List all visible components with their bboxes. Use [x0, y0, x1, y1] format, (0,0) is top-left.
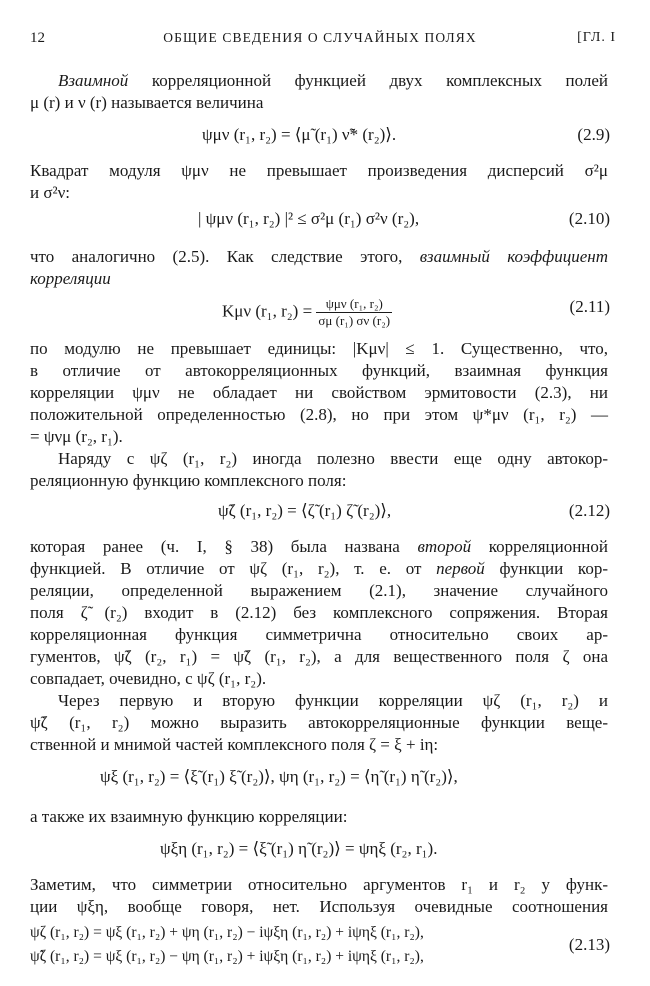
equation-number: (2.9) [577, 125, 610, 144]
equation-number: (2.13) [568, 935, 610, 954]
text-line: Квадрат модуля ψμν не превышает произведения дисперсий σ²μ [30, 161, 608, 180]
emphasis: первой [436, 559, 485, 578]
text-line: и σ²ν: [30, 183, 71, 202]
text-line: реляционную функцию комплексного поля: [30, 471, 347, 490]
emphasis: второй [417, 537, 472, 556]
text-line: = ψνμ (r₂, r₁). [30, 427, 123, 446]
text-line: совпадает, очевидно, с ψζ (r₁, r₂). [30, 669, 267, 688]
text-line: положительной определенностью (2.8), но при этом ψ*μν (r₁, r₂) — [30, 405, 608, 424]
text-line: ψ̃ζ (r₁, r₂) можно выразить автокорреляционные функции веще- [30, 713, 608, 732]
text-line: а также их взаимную функцию корреляции: [30, 807, 348, 826]
text-line: Заметим, что симметрии относительно аргументов r₁ и r₂ у функ- [30, 875, 608, 894]
text-line: что аналогично (2.5). Как следствие этого, взаимный коэффициент [30, 247, 608, 266]
equation: ψ̃ζ (r₁, r₂) = ψξ (r₁, r₂) − ψη (r₁, r₂) + iψξη (r₁, r₂) + iψηξ (r₁, r₂), [30, 948, 424, 965]
equation: ψμν (r₁, r₂) = ⟨μ̃ (r₁) ν̃* (r₂)⟩. [202, 125, 397, 144]
text-line: в отличие от автокорреляционных функций, взаимная функция [30, 361, 608, 380]
text-line: μ (r) и ν (r) называется величина [30, 93, 264, 112]
text-line: ственной и мнимой частей комплексного поля ζ = ξ + iη: [30, 735, 439, 754]
text-line: гументов, ψ̃ζ (r₂, r₁) = ψ̃ζ (r₁, r₂), а для вещественного поля ζ она [30, 647, 608, 666]
equation-number: (2.12) [568, 501, 610, 520]
running-title: ОБЩИЕ СВЕДЕНИЯ О СЛУЧАЙНЫХ ПОЛЯХ [163, 30, 477, 45]
fraction: $\frac{\text{ψμν (r₁, r₂)}}{\text{σμ (r₁) σν (r₂)}}$ [318, 296, 391, 328]
text-line: по модулю не превышает единицы: |Kμν| ≤ 1. Существенно, что, [30, 339, 608, 358]
equation: ψξη (r₁, r₂) = ⟨ξ̃ (r₁) η̃ (r₂)⟩ = ψηξ (r₂, r₁). [160, 839, 438, 858]
emphasis: взаимный коэффициент [419, 247, 608, 266]
chapter-marker: [ГЛ. I [577, 30, 616, 45]
equation: Kμν (r₁, r₂) = $\frac{\text{ψμν (r₁, r₂)}}{\text{σμ (r₁) σν (r₂)}}$ [222, 296, 391, 328]
page-number: 12 [30, 30, 45, 46]
text-line: корреляционная функция симметрична относительно своих ар- [30, 625, 608, 644]
emphasis: Взаимной [58, 71, 129, 90]
text-line: функцией. В отличие от ψζ (r₁, r₂), т. е. от первой функции кор- [30, 559, 608, 578]
equation-number: (2.11) [569, 297, 610, 316]
text-line: корреляции ψμν не обладает ни свойством эрмитовости (2.3), ни [30, 383, 608, 402]
text-line: Взаимной корреляционной функцией двух комплексных полей [58, 71, 608, 90]
text-line: реляции, определенной выражением (2.1), значение случайного [30, 581, 608, 600]
text-line: Через первую и вторую функции корреляции ψζ (r₁, r₂) и [58, 691, 608, 710]
equation: ψξ (r₁, r₂) = ⟨ξ̃ (r₁) ξ̃ (r₂)⟩, ψη (r₁, r₂) = ⟨η̃ (r₁) η̃ (r₂)⟩, [100, 767, 458, 786]
text-line: которая ранее (ч. I, § 38) была названа второй корреляционной [30, 537, 608, 556]
text-line: ции ψξη, вообще говоря, нет. Используя очевидные соотношения [30, 897, 608, 916]
text-line [30, 268, 608, 290]
text-line: Наряду с ψζ (r₁, r₂) иногда полезно ввести еще одну автокор- [58, 449, 608, 468]
equation: | ψμν (r₁, r₂) |² ≤ σ²μ (r₁) σ²ν (r₂), [198, 209, 420, 228]
equation: ψζ (r₁, r₂) = ψξ (r₁, r₂) + ψη (r₁, r₂) − iψξη (r₁, r₂) + iψηξ (r₁, r₂), [30, 924, 424, 941]
text-line: поля ζ̃ (r₂) входит в (2.12) без комплексного сопряжения. Вторая [30, 603, 608, 622]
equation-number: (2.10) [568, 209, 610, 228]
emphasis: корреляции [30, 269, 111, 288]
equation: ψ̃ζ (r₁, r₂) = ⟨ζ̃ (r₁) ζ̃ (r₂)⟩, [218, 501, 392, 520]
